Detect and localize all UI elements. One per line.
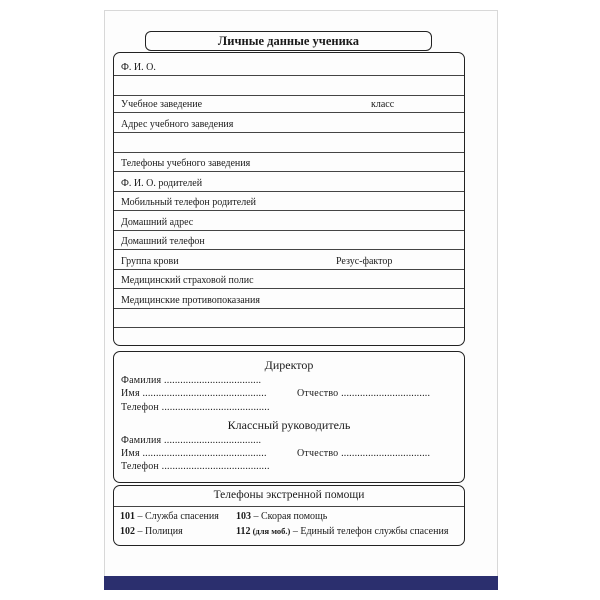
teacher-surname-field[interactable]: Фамилия ....................................: [121, 435, 262, 446]
field-parents-fio[interactable]: Ф. И. О. родителей: [114, 171, 464, 192]
class-teacher-title: Классный руководитель: [227, 418, 351, 432]
emergency-item-103: 103 – Скорая помощь: [236, 511, 328, 522]
emergency-phones-section: [113, 485, 465, 546]
field-fio-extra[interactable]: [114, 75, 464, 96]
emergency-item-102: 102 – Полиция: [120, 526, 183, 537]
field-fio[interactable]: Ф. И. О.: [114, 53, 464, 76]
staff-section: [113, 351, 465, 483]
field-contraindications-extra[interactable]: [114, 308, 464, 328]
field-contraindications[interactable]: Медицинские противопоказания: [114, 288, 464, 309]
emergency-divider: [114, 506, 464, 507]
field-home-address[interactable]: Домашний адрес: [114, 210, 464, 231]
field-school-address[interactable]: Адрес учебного заведения: [114, 112, 464, 133]
director-surname-field[interactable]: Фамилия ....................................: [121, 375, 262, 386]
field-grade-label: класс: [371, 99, 395, 110]
emergency-item-101: 101 – Служба спасения: [120, 511, 219, 522]
teacher-patronymic-field[interactable]: Отчество .................................: [297, 448, 431, 459]
field-home-phone[interactable]: Домашний телефон: [114, 230, 464, 250]
field-school-phones[interactable]: Телефоны учебного заведения: [114, 152, 464, 172]
field-parents-mobile[interactable]: Мобильный телефон родителей: [114, 191, 464, 211]
field-school-address-extra[interactable]: [114, 132, 464, 153]
page-title: Личные данные ученика: [145, 31, 432, 51]
field-school[interactable]: Учебное заведение класс: [114, 95, 464, 113]
teacher-name-field[interactable]: Имя ..............................................: [121, 448, 267, 459]
director-phone-field[interactable]: Телефон ........................................: [121, 402, 270, 413]
director-name-field[interactable]: Имя ..............................................: [121, 388, 267, 399]
emergency-item-112: 112 (для моб.) – Единый телефон службы спасения: [236, 526, 449, 537]
teacher-phone-field[interactable]: Телефон ........................................: [121, 461, 270, 472]
field-rh-factor-label: Резус-фактор: [336, 256, 393, 267]
page-bottom-edge: [104, 576, 498, 590]
field-insurance[interactable]: Медицинский страховой полис: [114, 269, 464, 289]
emergency-title: Телефоны экстренной помощи: [213, 489, 365, 501]
director-title: Директор: [264, 358, 314, 372]
student-data-section: [113, 52, 465, 346]
field-blood-group[interactable]: Группа крови Резус-фактор: [114, 249, 464, 270]
director-patronymic-field[interactable]: Отчество .................................: [297, 388, 431, 399]
